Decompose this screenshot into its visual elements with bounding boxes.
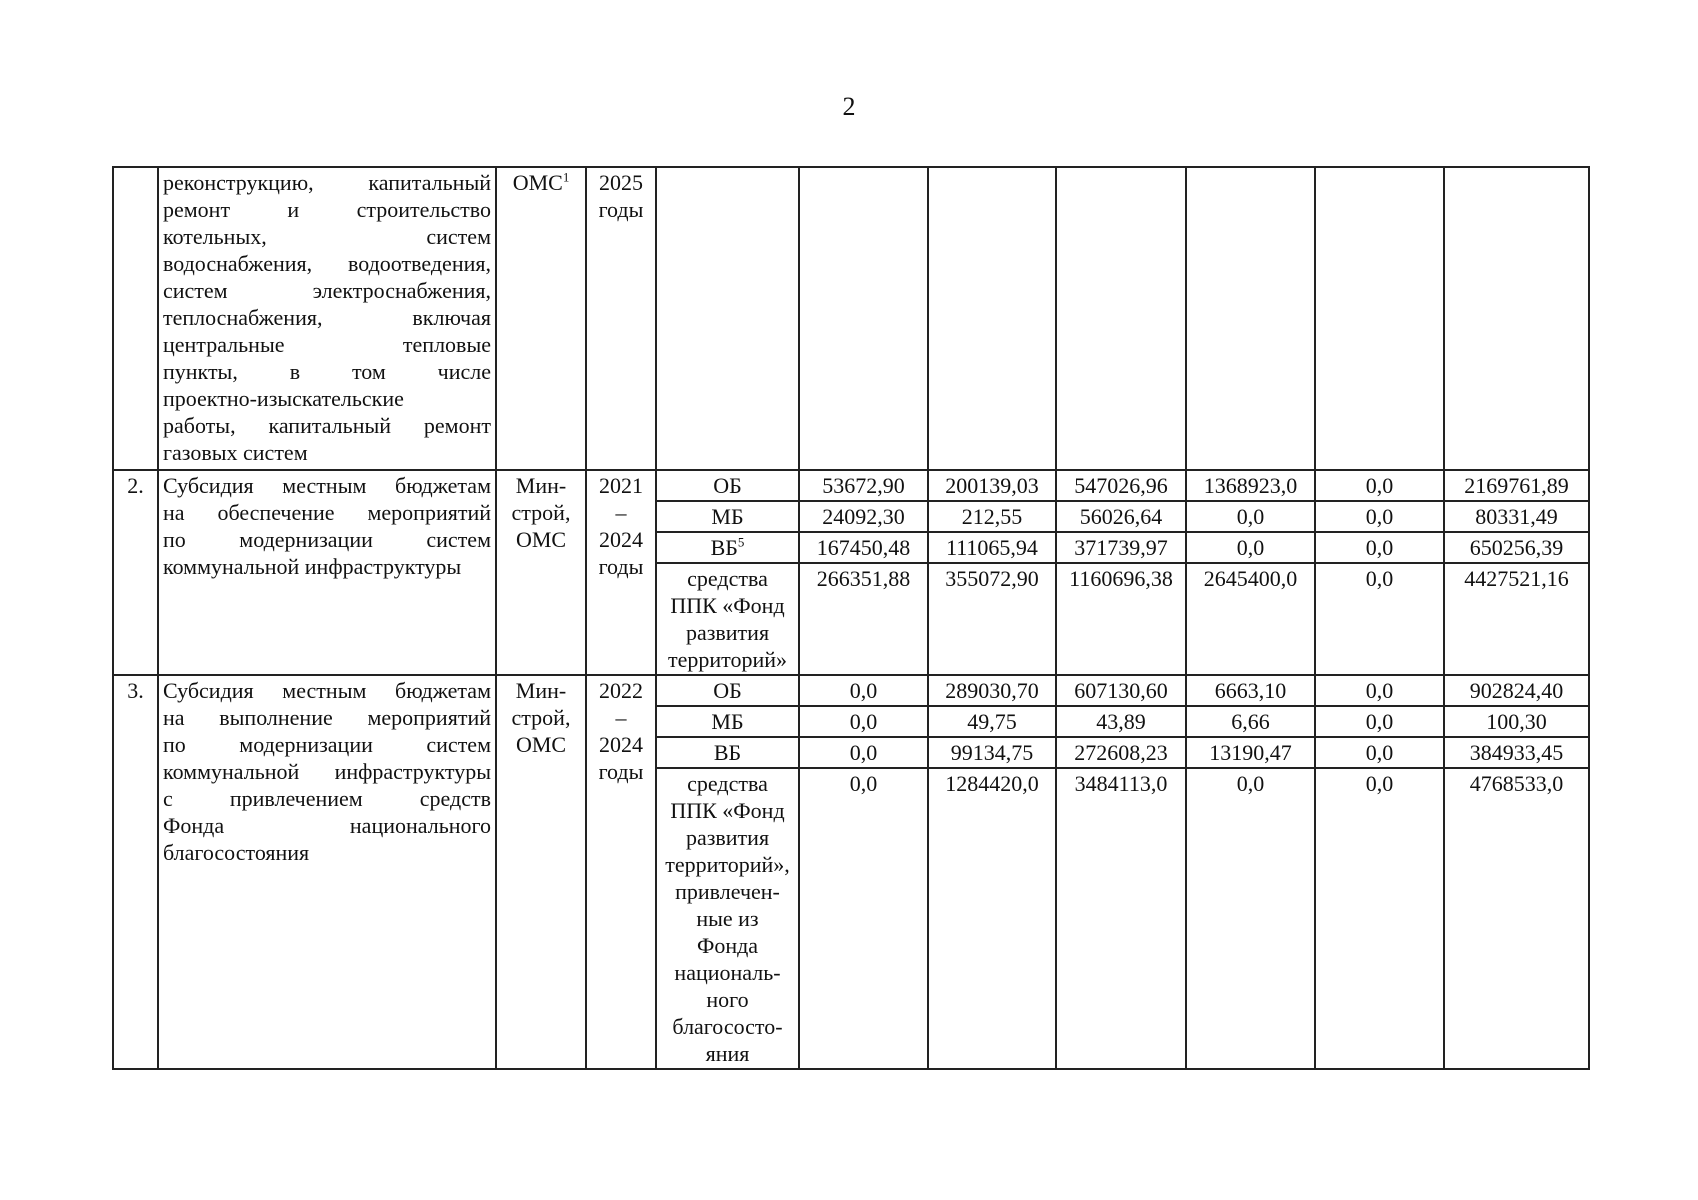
row-number: 2. [113,470,158,675]
source-cell: ОБ [656,675,799,706]
table-row [113,675,1589,706]
value-cell: 0,0 [1315,532,1444,563]
source-cell: ВБ [656,737,799,768]
value-cell: 1368923,0 [1186,470,1315,501]
total-cell: 2169761,89 [1444,470,1589,501]
value-cell: 0,0 [799,706,928,737]
years-cell: 2025 годы [586,167,656,470]
total-cell: 4768533,0 [1444,768,1589,1069]
value-cell: 0,0 [1315,706,1444,737]
value-cell: 547026,96 [1056,470,1186,501]
total-cell: 384933,45 [1444,737,1589,768]
value-cell: 200139,03 [928,470,1056,501]
value-cell: 607130,60 [1056,675,1186,706]
value-cell: 13190,47 [1186,737,1315,768]
value-cell: 0,0 [1186,532,1315,563]
value-cell: 371739,97 [1056,532,1186,563]
value-cell: 1284420,0 [928,768,1056,1069]
total-cell: 902824,40 [1444,675,1589,706]
value-cell: 3484113,0 [1056,768,1186,1069]
total-cell: 4427521,16 [1444,563,1589,675]
value-cell: 0,0 [799,675,928,706]
value-cell: 0,0 [1315,675,1444,706]
source-cell: ОБ [656,470,799,501]
value-cell: 0,0 [1315,470,1444,501]
value-cell: 6663,10 [1186,675,1315,706]
source-cell: $ВБ^5$ [656,532,799,563]
value-cell: 0,0 [1315,737,1444,768]
value-cell: 0,0 [799,737,928,768]
number-cell [113,167,158,470]
value-cell: 6,66 [1186,706,1315,737]
total-cell: 650256,39 [1444,532,1589,563]
value-cell: 1160696,38 [1056,563,1186,675]
description-cell: Субсидия местным бюджетам на выполнение мероприятий по модернизации систем коммунальной инфраструктуры с привлечением средств Фонда национального благосостояния [158,675,496,1069]
value-cell: 53672,90 [799,470,928,501]
value-cell: 0,0 [1186,768,1315,1069]
value-cell: 2645400,0 [1186,563,1315,675]
budget-table [112,166,1590,1070]
row-number: 3. [113,675,158,1069]
responsible-cell: ОМС$^1$ [496,167,586,470]
value-cell: 289030,70 [928,675,1056,706]
source-cell: МБ [656,706,799,737]
source-cell: МБ [656,501,799,532]
responsible-cell: Мин- строй, ОМС [496,675,586,1069]
total-cell: 100,30 [1444,706,1589,737]
value-cell: 0,0 [1315,768,1444,1069]
value-cell: 0,0 [1186,501,1315,532]
continuation-row [113,167,1589,470]
value-cell: 56026,64 [1056,501,1186,532]
responsible-cell: Мин- строй, ОМС [496,470,586,675]
value-cell: 43,89 [1056,706,1186,737]
source-cell: средства ППК «Фонд развития территорий» [656,563,799,675]
table-row [113,470,1589,501]
value-cell: 355072,90 [928,563,1056,675]
value-cell: 0,0 [799,768,928,1069]
value-cell: 0,0 [1315,563,1444,675]
years-cell: 2021 – 2024 годы [586,470,656,675]
value-cell: 111065,94 [928,532,1056,563]
page-number: 2 [842,92,856,121]
years-cell: 2022 – 2024 годы [586,675,656,1069]
value-cell: 49,75 [928,706,1056,737]
total-cell: 80331,49 [1444,501,1589,532]
source-cell: средства ППК «Фонд развития территорий», привлечен- ные из Фонда националь- ного благососто- яния [656,768,799,1069]
description-cell: реконструкцию, капитальный ремонт и строительство котельных, систем водоснабжения, водоотведения, систем электроснабжения, теплоснабжения, включая центральные тепловые пункты, в том числе проектно-изыскательские работы, капитальный ремонт газовых систем [158,167,496,470]
value-cell: 212,55 [928,501,1056,532]
value-cell: 266351,88 [799,563,928,675]
value-cell: 99134,75 [928,737,1056,768]
value-cell: 0,0 [1315,501,1444,532]
description-cell: Субсидия местным бюджетам на обеспечение мероприятий по модернизации систем коммунальной инфраструктуры [158,470,496,675]
value-cell: 272608,23 [1056,737,1186,768]
value-cell: 167450,48 [799,532,928,563]
value-cell: 24092,30 [799,501,928,532]
